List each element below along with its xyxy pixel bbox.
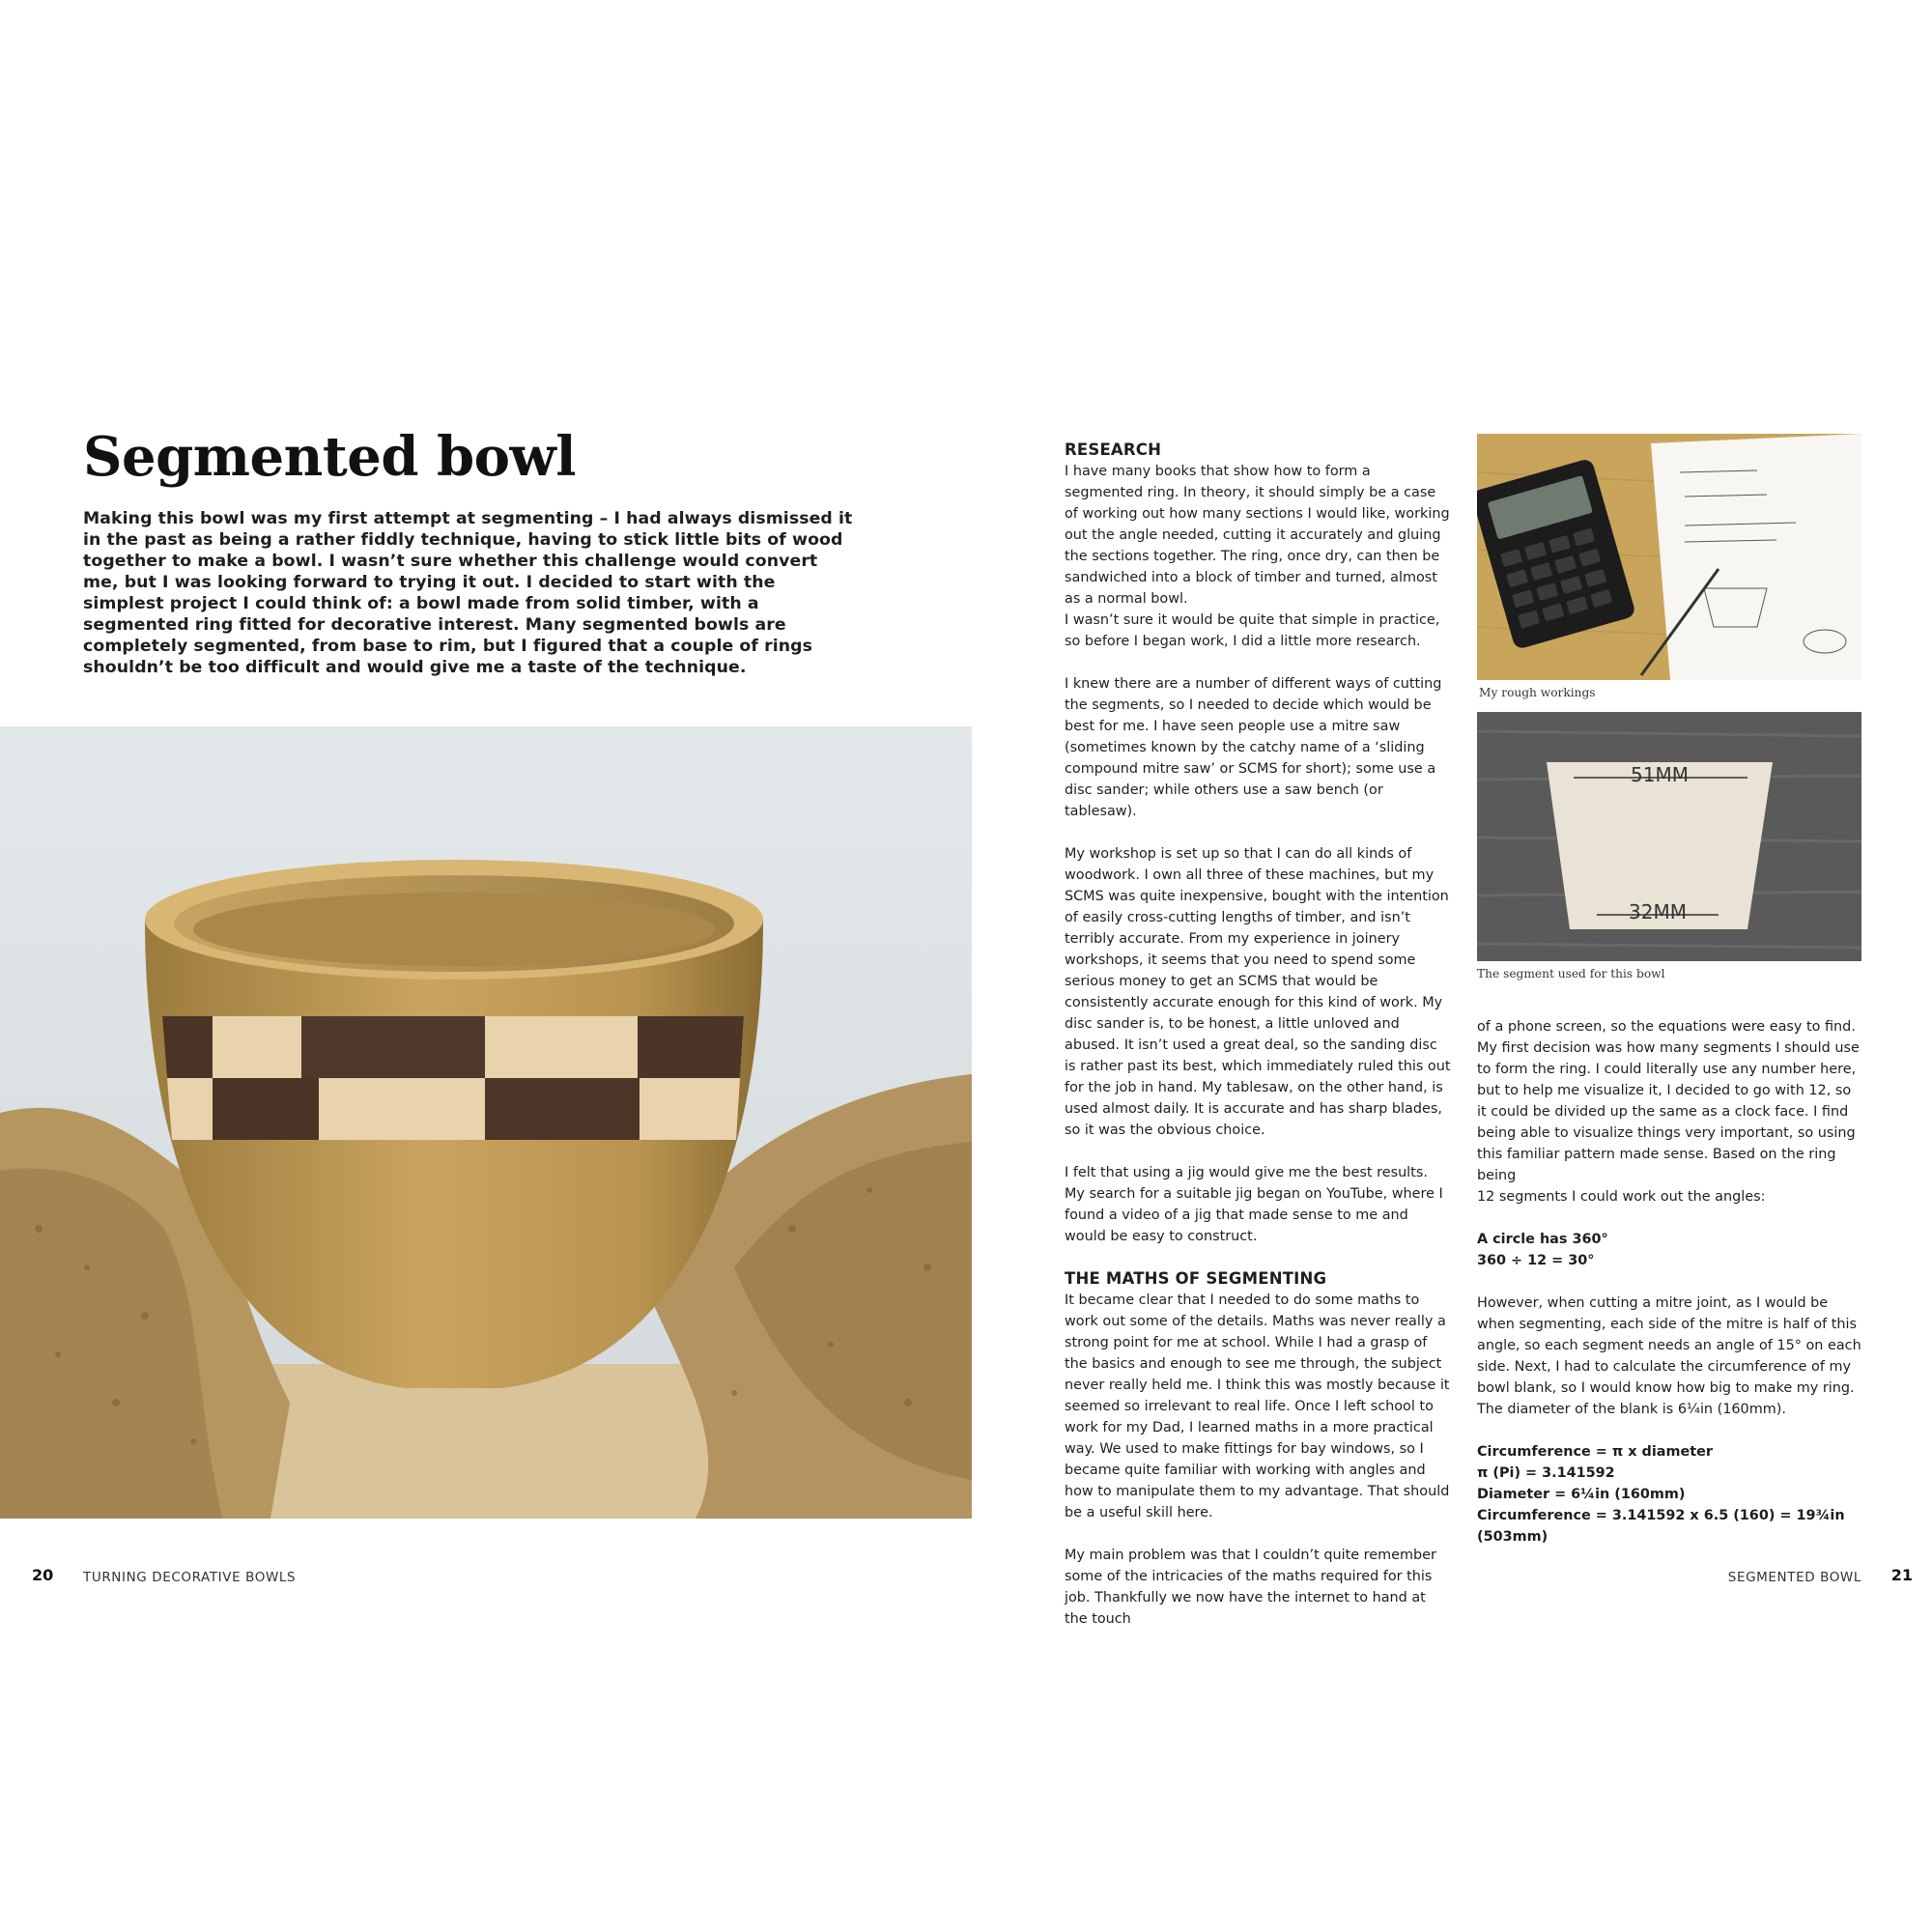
- segment-label-bottom: 32MM: [1629, 900, 1687, 923]
- column2-paragraph-2: However, when cutting a mitre joint, as I would be when segmenting, each side of the mitre is half of this angle, so each segment needs an angle of 15° on each side. Next, I had to calculate the circumference of my bowl blank, so I would know how big to make my ring. The diameter of the blank is 6¼in (160mm).: [1477, 1295, 1861, 1417]
- research-column: [1065, 440, 1451, 1651]
- maths-paragraph-1: It became clear that I needed to do some maths to work out some of the details. Maths was never really a strong point for me at school. While I had a grasp of the basics and enough to see me through, the subject never really held me. I think this was mostly because it seemed so irrelevant to real life. Once I left school to work for my Dad, I learned maths in a more practical way. We used to make fittings for bay windows, so I became quite familiar with working with angles and how to manipulate them to my advantage. That should be a useful skill here.: [1065, 1293, 1450, 1520]
- rough-workings-photo: [1477, 434, 1861, 680]
- intro-paragraph: Making this bowl was my first attempt at segmenting – I had always dismissed it in the past as being a rather fiddly technique, having to stick little bits of wood together to make a bowl. I wasn’t sure whether this challenge would convert me, but I was looking forward to trying it out. I decided to start with the simplest project I could think of: a bowl made from solid timber, with a segmented ring fitted for decorative interest. Many segmented bowls are completely segmented, from base to rim, but I figured that a couple of rings shouldn’t be too difficult and would give me a taste of the technique.: [83, 509, 853, 677]
- page-title: Segmented bowl: [83, 425, 576, 489]
- running-head-right: SEGMENTED BOWL: [1727, 1570, 1861, 1585]
- equation-block-2: Circumference = π x diameter π (Pi) = 3.141592 Diameter = 6¼in (160mm) Circumference = 3.141592 x 6.5 (160) = 19¾in (503mm): [1477, 1444, 1845, 1545]
- segment-photo: [1477, 712, 1861, 961]
- maths-column: [1477, 1016, 1863, 1569]
- research-paragraph-4: I felt that using a jig would give me the best results. My search for a suitable jig began on YouTube, where I found a video of a jig that made sense to me and would be easy to construct.: [1065, 1165, 1443, 1244]
- column2-paragraph-1: of a phone screen, so the equations were easy to find. My first decision was how many segments I should use to form the ring. I could literally use any number here, but to help me visualize it, I decided to go with 12, so it could be divided up the same as a clock face. I find being able to visualize things very important, so using this familiar pattern made sense. Based on the ring being 12 segments I could work out the angles:: [1477, 1019, 1860, 1205]
- caption-segment: The segment used for this bowl: [1477, 967, 1665, 980]
- page-number-right: 21: [1890, 1566, 1913, 1584]
- running-head-left: TURNING DECORATIVE BOWLS: [83, 1570, 297, 1585]
- research-paragraph-2: I knew there are a number of different ways of cutting the segments, so I needed to decide which would be best for me. I have seen people use a mitre saw (sometimes known by the catchy name of a ‘sliding compound mitre saw’ or SCMS for short); some use a disc sander; while others use a saw bench (or tablesaw).: [1065, 676, 1442, 819]
- caption-rough-workings: My rough workings: [1479, 686, 1596, 699]
- maths-heading: THE MATHS OF SEGMENTING: [1065, 1269, 1327, 1288]
- maths-paragraph-2: My main problem was that I couldn’t quite remember some of the intricacies of the maths required for this job. Thankfully we now have the internet to hand at the touch: [1065, 1548, 1436, 1627]
- segment-label-top: 51MM: [1631, 763, 1689, 786]
- page-number-left: 20: [32, 1566, 54, 1584]
- research-paragraph-1: I have many books that show how to form a segmented ring. In theory, it should simply be a case of working out how many sections I would like, working out the angle needed, cutting it accurately and gluing the sections together. The ring, once dry, can then be sandwiched into a block of timber and turned, almost as a normal bowl. I wasn’t sure it would be quite that simple in practice, so before I began work, I did a little more research.: [1065, 464, 1450, 649]
- segmented-bowl-photo: [0, 726, 972, 1519]
- research-paragraph-3: My workshop is set up so that I can do all kinds of woodwork. I own all three of these machines, but my SCMS was quite inexpensive, bought with the intention of easily cross-cutting lengths of timber, and isn’t terribly accurate. From my experience in joinery workshops, it seems that you need to spend some serious money to get an SCMS that would be consistently accurate enough for this kind of work. My disc sander is, to be honest, a little unloved and abused. It isn’t used a great deal, so the sanding disc is rather past its best, which immediately ruled this out for the job in hand. My tablesaw, on the other hand, is used almost daily. It is accurate and has sharp blades, so it was the obvious choice.: [1065, 846, 1451, 1138]
- research-heading: RESEARCH: [1065, 440, 1162, 459]
- equation-block-1: A circle has 360° 360 ÷ 12 = 30°: [1477, 1232, 1608, 1268]
